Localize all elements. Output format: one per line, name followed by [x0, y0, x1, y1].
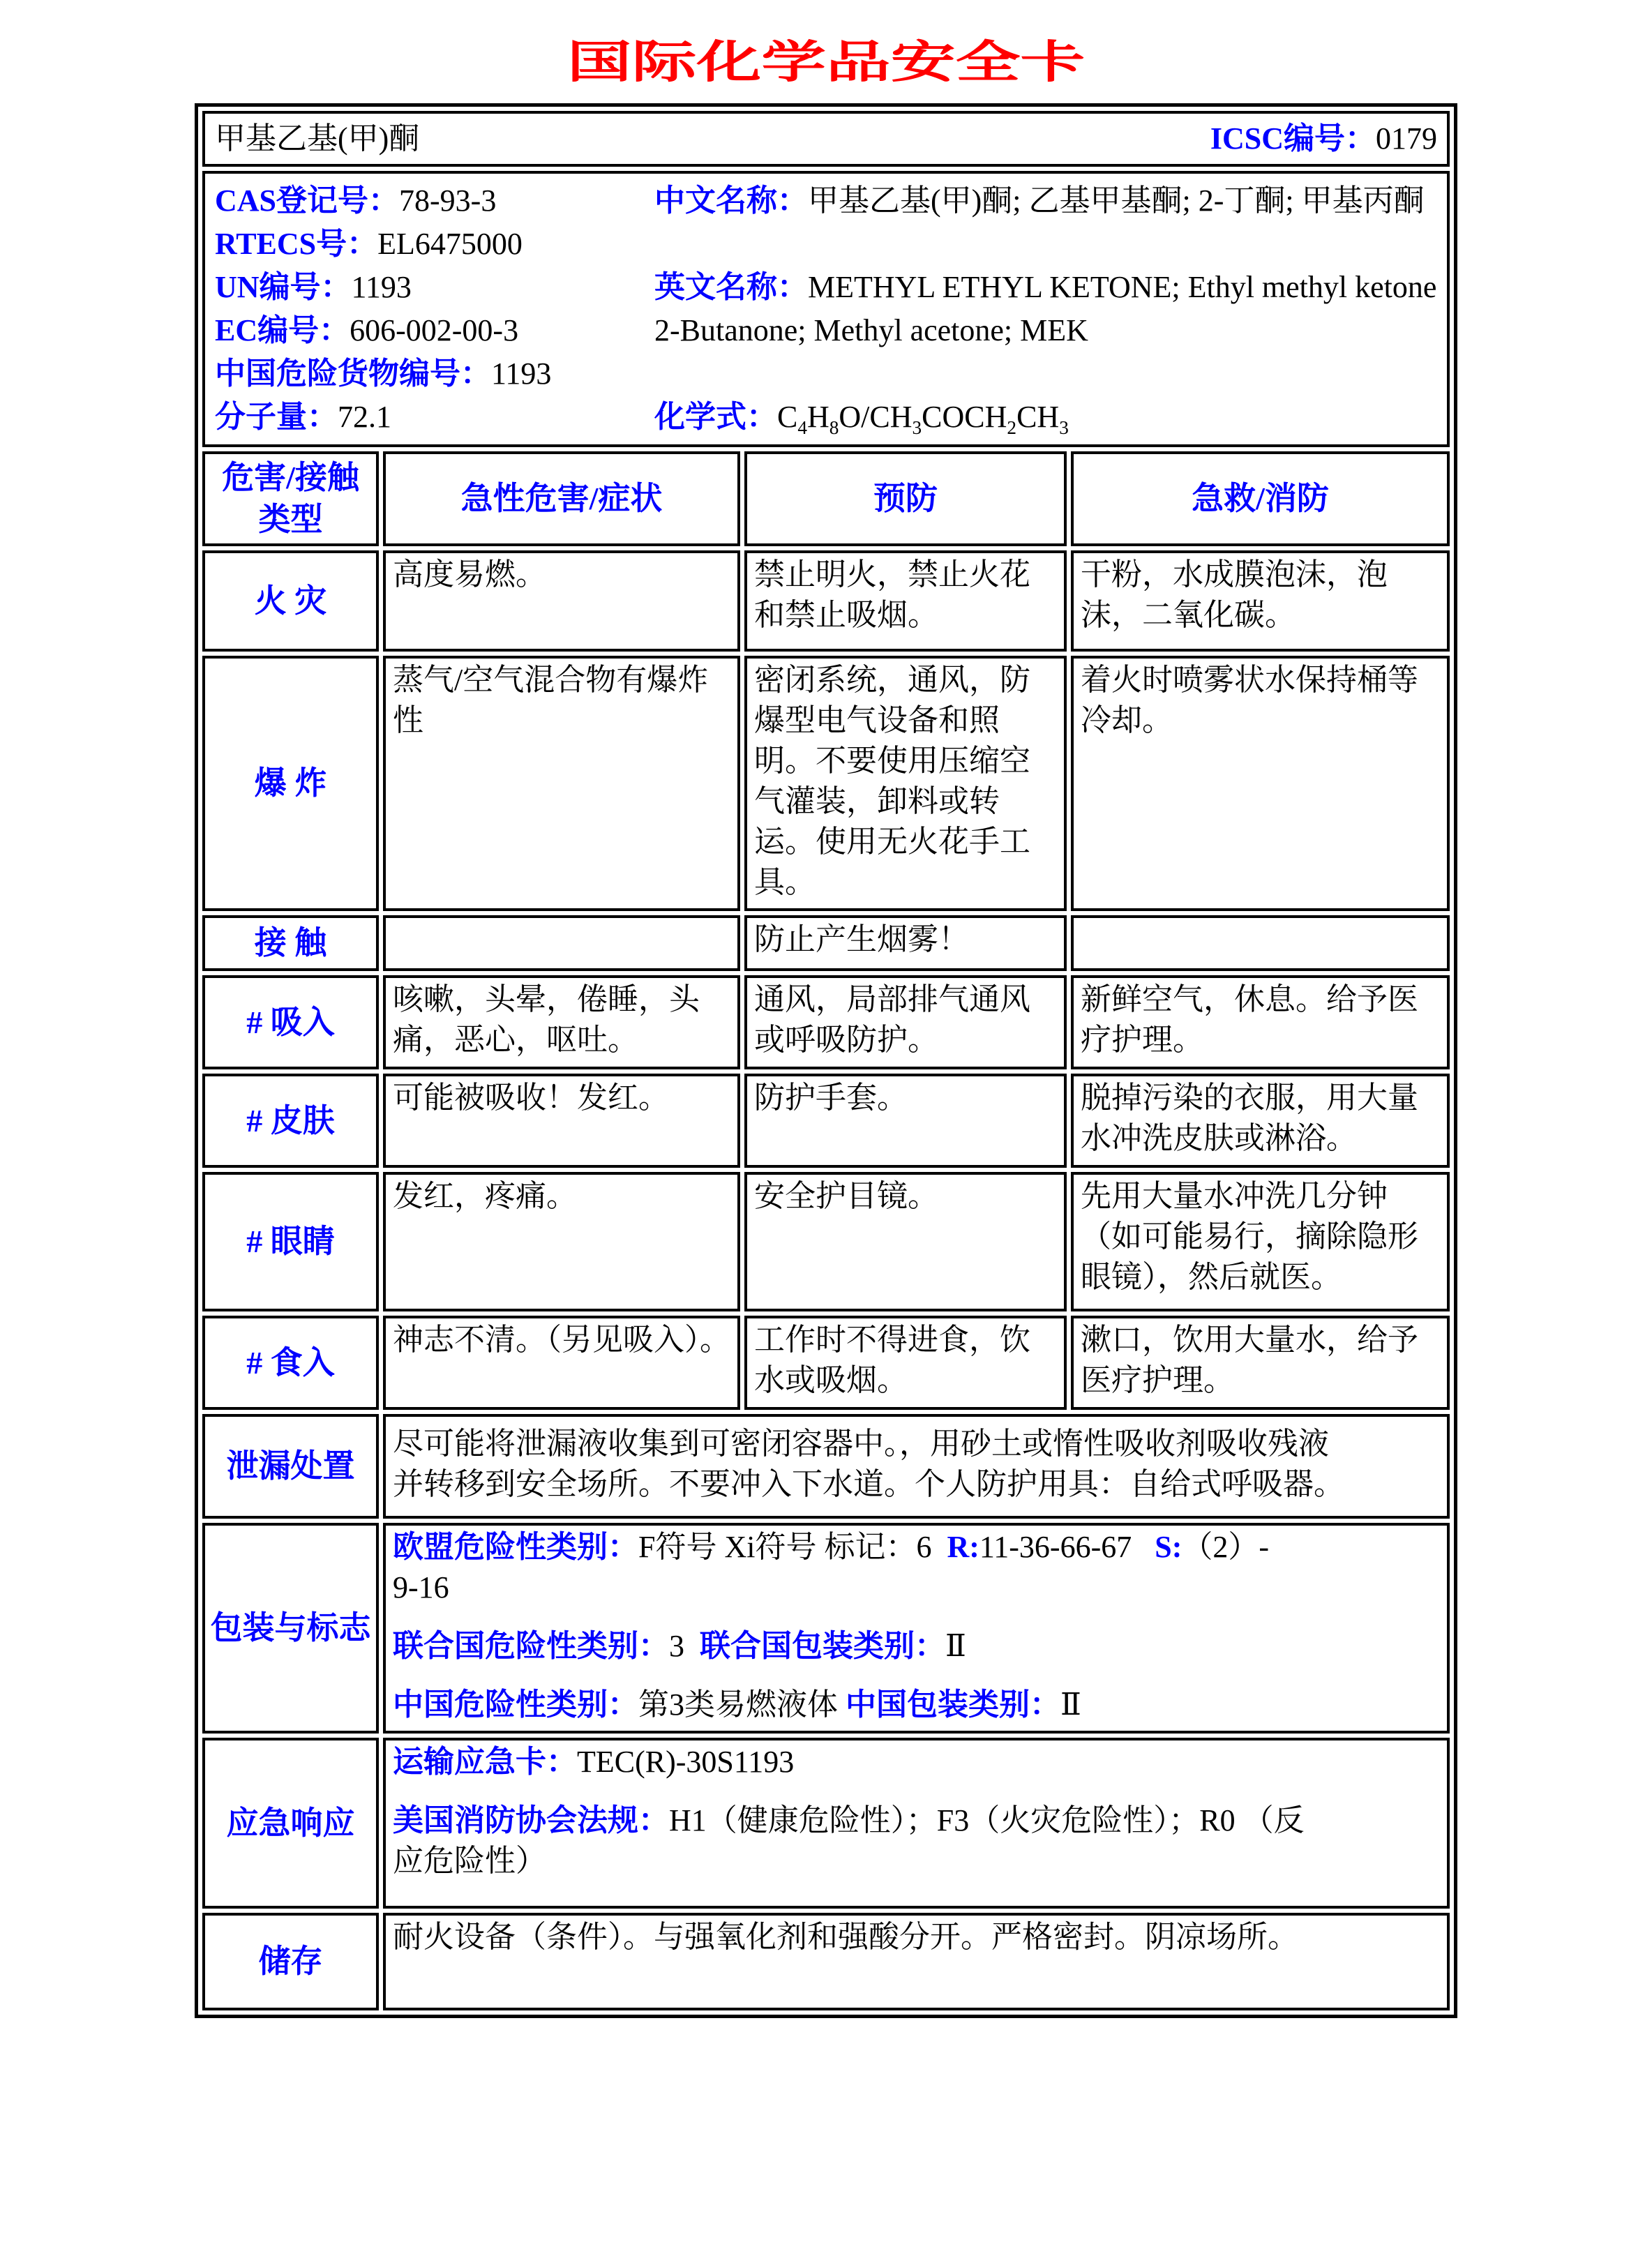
row-spill-disposal	[202, 1414, 1450, 1519]
packaging-label: 包装与标志	[202, 1523, 379, 1734]
explosion-response: 着火时喷雾状水保持桶等冷却。	[1071, 656, 1450, 911]
eyes-response: 先用大量水冲洗几分钟（如可能易行，摘除隐形眼镜），然后就医。	[1071, 1172, 1450, 1311]
row-skin	[202, 1074, 1450, 1168]
spill-label: 泄漏处置	[202, 1414, 379, 1519]
english-name: 英文名称：METHYL ETHYL KETONE; Ethyl methyl ketone 2-Butanone; Methyl acetone; MEK	[654, 270, 1437, 347]
substance-name: 甲基乙基(甲)酮	[214, 121, 420, 156]
hazard-table-header-row	[202, 451, 1450, 546]
header-response: 急救/消防	[1071, 451, 1450, 546]
row-eyes	[202, 1172, 1450, 1311]
storage-text: 耐火设备（条件）。与强氧化剂和强酸分开。严格密封。阴凉场所。	[383, 1913, 1450, 2010]
transport-emergency-card-line: 运输应急卡：TEC(R)-30S1193	[392, 1745, 795, 1779]
cas-number-line: CAS登记号：78-93-3	[214, 183, 497, 218]
chinese-name: 中文名称：甲基乙基(甲)酮; 乙基甲基酮; 2-丁酮; 甲基丙酮	[654, 183, 1425, 218]
skin-symptoms: 可能被吸收！发红。	[383, 1074, 740, 1168]
contact-symptoms	[383, 915, 740, 971]
header-hazard-type: 危害/接触类型	[202, 451, 379, 546]
fire-response: 干粉，水成膜泡沫，泡沫，二氧化碳。	[1071, 550, 1450, 652]
inhalation-symptoms: 咳嗽，头晕，倦睡，头痛，恶心，呕吐。	[383, 975, 740, 1069]
row-emergency-response	[202, 1738, 1450, 1909]
china-dg-number-line: 中国危险货物编号：1193	[214, 356, 552, 391]
row-ingestion	[202, 1316, 1450, 1410]
ec-number-line: EC编号：606-002-00-3	[214, 313, 519, 347]
eyes-label: # 眼睛	[202, 1172, 379, 1311]
row-contact	[202, 915, 1450, 971]
eyes-symptoms: 发红，疼痛。	[383, 1172, 740, 1311]
ingestion-symptoms: 神志不清。（另见吸入）。	[383, 1316, 740, 1410]
contact-prevention: 防止产生烟雾！	[744, 915, 1067, 971]
name-list	[654, 179, 1437, 439]
row-explosion	[202, 656, 1450, 911]
ingestion-prevention: 工作时不得进食，饮水或吸烟。	[744, 1316, 1067, 1410]
eu-hazard-class-line: 欧盟危险性类别：F符号 Xi符号 标记：6 R:11-36-66-67 S:（2）- 9-16	[392, 1530, 1270, 1604]
header-prevention: 预防	[744, 451, 1067, 546]
emergency-text	[383, 1738, 1450, 1909]
contact-response	[1071, 915, 1450, 971]
icsc-number: ICSC编号：0179	[1210, 121, 1438, 156]
identification-row	[202, 171, 1450, 447]
skin-prevention: 防护手套。	[744, 1074, 1067, 1168]
ingestion-label: # 食入	[202, 1316, 379, 1410]
ingestion-response: 漱口，饮用大量水，给予医疗护理。	[1071, 1316, 1450, 1410]
row-inhalation	[202, 975, 1450, 1069]
identification-cell	[202, 171, 1450, 447]
emergency-label: 应急响应	[202, 1738, 379, 1909]
inhalation-prevention: 通风，局部排气通风或呼吸防护。	[744, 975, 1067, 1069]
page-title-container	[0, 27, 1652, 91]
page-title: 国际化学品安全卡	[566, 38, 1086, 87]
inhalation-label: # 吸入	[202, 975, 379, 1069]
eyes-prevention: 安全护目镜。	[744, 1172, 1067, 1311]
explosion-prevention: 密闭系统，通风，防爆型电气设备和照明。不要使用压缩空气灌装，卸料或转运。使用无火花手工具。	[744, 656, 1067, 911]
row-storage	[202, 1913, 1450, 2010]
packaging-text	[383, 1523, 1450, 1734]
un-hazard-class-line: 联合国危险性类别：3 联合国包装类别：Ⅱ	[392, 1629, 966, 1663]
china-hazard-class-line: 中国危险性类别：第3类易燃液体 中国包装类别：Ⅱ	[392, 1687, 1081, 1722]
un-number-line: UN编号：1193	[214, 270, 412, 304]
nfpa-code-line: 美国消防协会法规：H1（健康危险性）；F3（火灾危险性）；R0 （反 应危险性）	[392, 1803, 1305, 1878]
inhalation-response: 新鲜空气，休息。给予医疗护理。	[1071, 975, 1450, 1069]
skin-label: # 皮肤	[202, 1074, 379, 1168]
spill-text: 尽可能将泄漏液收集到可密闭容器中。，用砂土或惰性吸收剂吸收残液 并转移到安全场所。不要冲入下水道。个人防护用具：自给式呼吸器。	[383, 1414, 1450, 1519]
row-fire	[202, 550, 1450, 652]
chemical-formula: 化学式：$C_4H_8O/CH_3COCH_2CH_3$	[654, 400, 1069, 438]
storage-label: 储存	[202, 1913, 379, 2010]
chemical-safety-card-table	[195, 103, 1457, 2018]
explosion-label: 爆 炸	[202, 656, 379, 911]
fire-symptoms: 高度易燃。	[383, 550, 740, 652]
row-packaging-labelling	[202, 1523, 1450, 1734]
contact-label: 接 触	[202, 915, 379, 971]
molecular-weight-line: 分子量：72.1	[214, 400, 391, 434]
fire-label: 火 灾	[202, 550, 379, 652]
identifier-list	[215, 179, 654, 439]
skin-response: 脱掉污染的衣服，用大量水冲洗皮肤或淋浴。	[1071, 1074, 1450, 1168]
card-title-cell	[202, 111, 1450, 167]
header-symptoms: 急性危害/症状	[383, 451, 740, 546]
fire-prevention: 禁止明火，禁止火花和禁止吸烟。	[744, 550, 1067, 652]
card-title-row	[202, 111, 1450, 167]
rtecs-number-line: RTECS号：EL6475000	[214, 227, 523, 261]
explosion-symptoms: 蒸气/空气混合物有爆炸性	[383, 656, 740, 911]
